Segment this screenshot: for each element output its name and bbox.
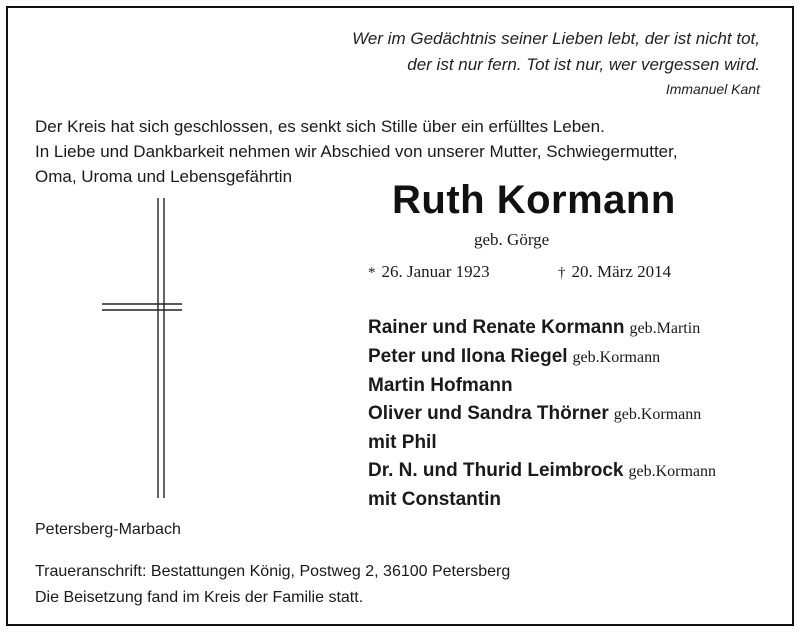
deceased-maiden-name: geb. Görge [474, 230, 550, 249]
death-date: 20. März 2014 [571, 262, 672, 281]
mourner-maiden: geb.Kormann [572, 349, 661, 366]
intro-line-1: Der Kreis hat sich geschlossen, es senkt sich Stille über ein erfülltes Leben. [35, 117, 605, 136]
obituary-notice [6, 6, 794, 626]
mourner-row [368, 400, 716, 429]
intro-line-3: Oma, Uroma und Lebensgefährtin [35, 167, 293, 186]
death-dagger-icon: † [558, 265, 566, 281]
cross-icon [96, 198, 186, 503]
deceased-name: Ruth Kormann [392, 178, 676, 222]
place-name: Petersberg-Marbach [35, 521, 181, 538]
quote-block [352, 26, 760, 100]
birth-date: 26. Januar 1923 [381, 262, 490, 281]
mourner-names: Dr. N. und Thurid Leimbrock [368, 460, 624, 481]
mourner-maiden: geb.Martin [629, 320, 701, 337]
mourner-row [368, 372, 716, 400]
mourner-names: Martin Hofmann [368, 375, 513, 396]
quote-line-2: der ist nur fern. Tot ist nur, wer vergessen wird. [407, 55, 760, 74]
mourner-row [368, 429, 716, 457]
mourner-maiden: geb.Kormann [613, 406, 702, 423]
birth-star-icon: * [368, 265, 376, 281]
quote-author: Immanuel Kant [665, 81, 760, 97]
mourner-names: Oliver und Sandra Thörner [368, 403, 609, 424]
burial-note: Die Beisetzung fand im Kreis der Familie statt. [35, 589, 364, 606]
mourner-names: Rainer und Renate Kormann [368, 317, 625, 338]
mourners-list [368, 314, 716, 514]
mourner-row [368, 457, 716, 486]
mourner-names: mit Phil [368, 432, 437, 453]
mourner-names: mit Constantin [368, 489, 501, 510]
quote-line-1: Wer im Gedächtnis seiner Lieben lebt, der ist nicht tot, [352, 29, 760, 48]
mourner-row [368, 343, 716, 372]
mourner-maiden: geb.Kormann [628, 463, 716, 480]
intro-line-2: In Liebe und Dankbarkeit nehmen wir Abschied von unserer Mutter, Schwiegermutter, [35, 142, 678, 161]
death-date-group [558, 262, 671, 282]
mourner-row [368, 314, 716, 343]
mourner-names: Peter und Ilona Riegel [368, 346, 568, 367]
birth-date-group [368, 262, 490, 282]
mourner-row [368, 486, 716, 514]
footer-block [35, 559, 510, 611]
mourning-address: Traueranschrift: Bestattungen König, Postweg 2, 36100 Petersberg [35, 563, 511, 580]
